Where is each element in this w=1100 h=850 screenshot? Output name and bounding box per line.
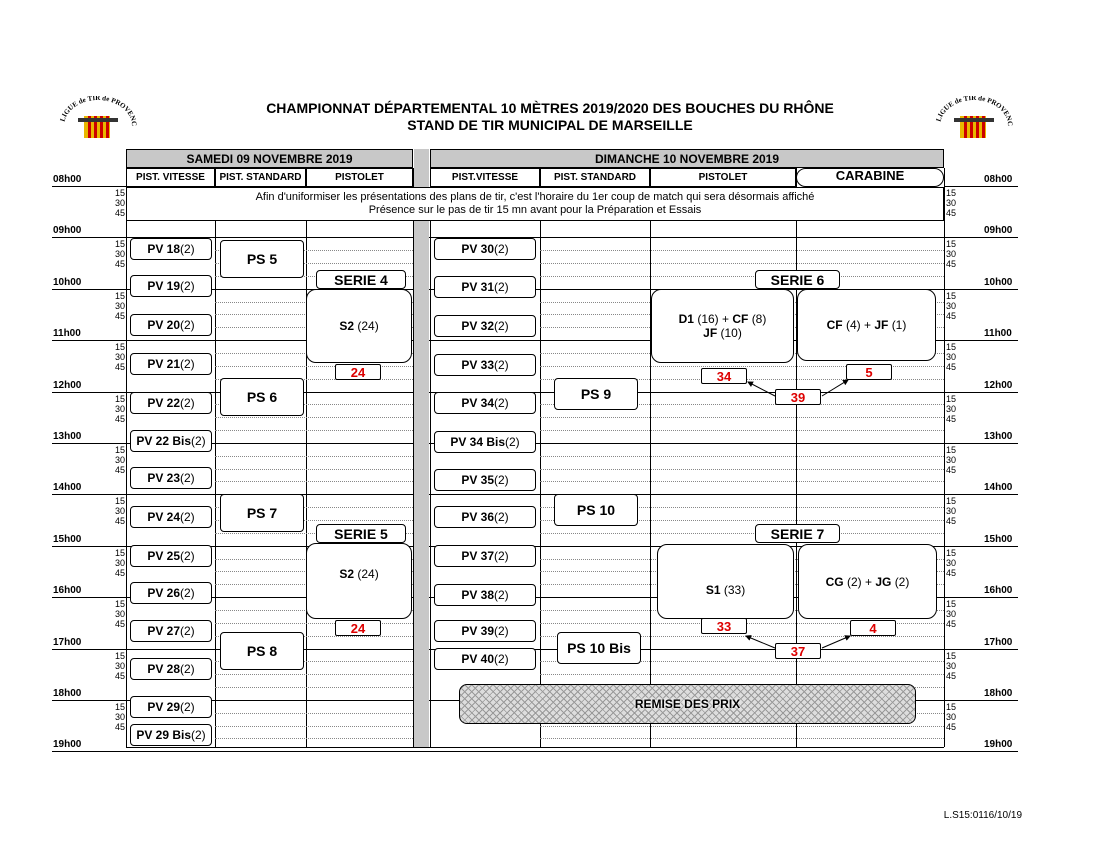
- hour-label-right: 16h00: [984, 585, 1013, 597]
- hour-label-left: 13h00: [53, 431, 82, 442]
- ps-box-sun: PS 10: [554, 494, 638, 526]
- grid-bottom: [126, 747, 944, 748]
- quarter-label-left: 30: [114, 557, 125, 568]
- col-pist-standard-sat: PIST. STANDARD: [215, 168, 306, 187]
- column-line: [306, 168, 307, 747]
- pv-box-sat: PV 26 (2): [130, 582, 212, 604]
- pv-box-sun: PV 40 (2): [434, 648, 536, 670]
- hour-line: [52, 494, 127, 495]
- quarter-line: [540, 533, 944, 534]
- serie6-cf-count: 5: [846, 364, 892, 380]
- serie7-arrows: [740, 624, 860, 654]
- info-note-line1: Afin d'uniformiser les présentations des plans de tir, c'est l'horaire du 1er coup de match qui sera désormais affiché: [255, 191, 815, 203]
- quarter-label-right: 15: [946, 445, 957, 455]
- quarter-label-left: 15: [114, 650, 125, 661]
- quarter-label-right: 15: [946, 290, 957, 301]
- pv-box-sun: PV 34 Bis (2): [434, 431, 536, 453]
- quarter-label-left: 30: [114, 352, 125, 363]
- quarter-label-right: 30: [946, 300, 957, 311]
- hour-label-left: 10h00: [53, 276, 82, 288]
- hour-label-left: 18h00: [53, 688, 82, 699]
- quarter-label-left: 45: [114, 310, 125, 321]
- serie6-label: SERIE 6: [755, 270, 840, 289]
- hour-label-left: 16h00: [53, 585, 82, 597]
- hour-label-right: 10h00: [984, 276, 1013, 288]
- pv-box-sat: PV 22 (2): [130, 392, 212, 414]
- quarter-label-right: 45: [946, 567, 957, 578]
- hour-line: [52, 597, 127, 598]
- ps-box-sun: PS 10 Bis: [557, 632, 641, 664]
- hour-line: [944, 700, 1018, 701]
- hour-line: [52, 751, 127, 752]
- serie6-cf-jf-box: CF (4) + JF (1): [797, 289, 936, 361]
- serie5-count: 24: [335, 620, 381, 636]
- quarter-label-left: 30: [114, 300, 125, 311]
- quarter-label-left: 45: [114, 722, 125, 732]
- quarter-label-right: 30: [946, 660, 957, 671]
- quarter-line: [540, 726, 944, 727]
- quarter-line: [540, 276, 944, 277]
- prize-ceremony-box: REMISE DES PRIX: [459, 684, 916, 724]
- hour-label-left: 15h00: [53, 533, 82, 545]
- hour-line: [944, 546, 1018, 547]
- quarter-label-right: 45: [946, 465, 957, 475]
- hour-label-right: 15h00: [984, 533, 1013, 545]
- hour-label-right: 14h00: [984, 482, 1013, 494]
- pv-box-sat: PV 29 Bis (2): [130, 724, 212, 746]
- quarter-label-right: 45: [946, 208, 957, 218]
- quarter-line: [540, 456, 944, 457]
- quarter-label-left: 15: [114, 342, 125, 353]
- svg-text:LIGUE de TIR de PROVENCE: LIGUE de TIR de PROVENC: [934, 96, 1015, 127]
- quarter-label-right: 30: [946, 352, 957, 363]
- column-line: [944, 168, 945, 747]
- footer-reference: L.S15:0116/10/19: [943, 810, 1022, 821]
- quarter-line: [540, 430, 944, 431]
- quarter-label-left: 45: [114, 516, 125, 527]
- ps-box-sat: PS 8: [220, 632, 304, 670]
- hour-line: [126, 237, 944, 238]
- day2-header: DIMANCHE 10 NOVEMBRE 2019: [430, 149, 944, 168]
- serie7-s1-box: S1 (33): [657, 544, 794, 619]
- hour-line: [944, 751, 1018, 752]
- column-line: [540, 168, 541, 747]
- quarter-label-right: 15: [946, 342, 957, 353]
- serie7-total: 37: [775, 643, 821, 659]
- quarter-label-right: 30: [946, 609, 957, 620]
- serie4-s2-box: S2 (24): [306, 289, 412, 363]
- quarter-label-left: 15: [114, 290, 125, 301]
- hour-label-left: 14h00: [53, 482, 82, 494]
- hour-label-right: 18h00: [984, 688, 1013, 699]
- quarter-label-right: 45: [946, 362, 957, 373]
- hour-label-left: 17h00: [53, 636, 82, 648]
- hour-line: [944, 186, 1018, 187]
- hour-line: [52, 186, 127, 187]
- svg-text:LIGUE de TIR de PROVENCE: LIGUE de TIR de PROVENC: [58, 96, 139, 127]
- pv-box-sun: PV 32 (2): [434, 315, 536, 337]
- quarter-label-left: 15: [114, 445, 125, 455]
- hour-label-left: 08h00: [53, 174, 82, 185]
- hour-label-right: 08h00: [984, 174, 1013, 185]
- serie6-total: 39: [775, 389, 821, 405]
- hour-label-left: 09h00: [53, 225, 82, 237]
- quarter-line: [215, 713, 413, 714]
- pv-box-sun: PV 37 (2): [434, 545, 536, 567]
- quarter-line: [540, 469, 944, 470]
- quarter-label-right: 15: [946, 239, 957, 250]
- quarter-label-left: 30: [114, 712, 125, 722]
- quarter-line: [215, 430, 413, 431]
- quarter-label-left: 45: [114, 670, 125, 681]
- quarter-line: [215, 469, 413, 470]
- quarter-line: [215, 623, 413, 624]
- quarter-line: [540, 417, 944, 418]
- quarter-label-right: 15: [946, 547, 957, 558]
- serie6-arrows: [740, 370, 860, 400]
- quarter-label-left: 30: [114, 506, 125, 517]
- quarter-line: [540, 481, 944, 482]
- hour-label-left: 11h00: [53, 328, 81, 340]
- quarter-label-left: 45: [114, 259, 125, 270]
- col-carabine-sun: CARABINE: [796, 168, 944, 187]
- ps-box-sat: PS 6: [220, 378, 304, 416]
- pv-box-sat: PV 25 (2): [130, 545, 212, 567]
- pv-box-sun: PV 36 (2): [434, 506, 536, 528]
- pv-box-sun: PV 39 (2): [434, 620, 536, 642]
- day1-header: SAMEDI 09 NOVEMBRE 2019: [126, 149, 413, 168]
- quarter-line: [215, 687, 413, 688]
- quarter-label-left: 15: [114, 239, 125, 250]
- hour-label-right: 12h00: [984, 379, 1013, 391]
- hour-label-right: 13h00: [984, 431, 1013, 442]
- quarter-label-left: 45: [114, 413, 125, 424]
- quarter-label-left: 30: [114, 198, 125, 208]
- ps-box-sat: PS 7: [220, 494, 304, 532]
- quarter-label-right: 15: [946, 188, 957, 198]
- hour-label-right: 09h00: [984, 225, 1013, 237]
- hour-label-right: 19h00: [984, 739, 1013, 751]
- quarter-label-right: 45: [946, 259, 957, 270]
- quarter-label-right: 45: [946, 310, 957, 321]
- quarter-label-right: 30: [946, 506, 957, 517]
- quarter-line: [540, 250, 944, 251]
- quarter-label-right: 15: [946, 650, 957, 661]
- quarter-label-left: 45: [114, 465, 125, 475]
- quarter-label-left: 15: [114, 702, 125, 712]
- serie4-label: SERIE 4: [316, 270, 406, 289]
- col-pist-vitesse-sat: PIST. VITESSE: [126, 168, 215, 187]
- hour-line: [944, 494, 1018, 495]
- info-note-line2: Présence sur le pas de tir 15 mn avant pour la Préparation et Essais: [368, 204, 702, 216]
- pv-box-sat: PV 29 (2): [130, 696, 212, 718]
- ps-box-sun: PS 9: [554, 378, 638, 410]
- quarter-label-left: 15: [114, 188, 125, 198]
- column-line: [650, 168, 651, 747]
- pv-box-sun: PV 35 (2): [434, 469, 536, 491]
- pv-box-sat: PV 20 (2): [130, 314, 212, 336]
- serie6-d1-count: 34: [701, 368, 747, 384]
- hour-label-right: 17h00: [984, 636, 1013, 648]
- pv-box-sun: PV 30 (2): [434, 238, 536, 260]
- column-line: [430, 168, 431, 747]
- pv-box-sun: PV 33 (2): [434, 354, 536, 376]
- quarter-label-right: 45: [946, 516, 957, 527]
- hour-label-left: 19h00: [53, 739, 82, 751]
- column-line: [796, 168, 797, 747]
- hour-line: [944, 289, 1018, 290]
- hour-label-right: 11h00: [984, 328, 1012, 340]
- hour-line: [944, 597, 1018, 598]
- quarter-label-right: 30: [946, 403, 957, 414]
- quarter-line: [540, 674, 944, 675]
- hour-line: [944, 392, 1018, 393]
- quarter-label-right: 15: [946, 393, 957, 404]
- serie7-s1-count: 33: [701, 618, 747, 634]
- col-pist-vitesse-sun: PIST.VITESSE: [430, 168, 540, 187]
- quarter-label-right: 45: [946, 722, 957, 732]
- quarter-label-right: 15: [946, 599, 957, 610]
- league-logo-left: [56, 96, 140, 142]
- quarter-label-left: 45: [114, 362, 125, 373]
- quarter-line: [540, 263, 944, 264]
- pv-box-sat: PV 24 (2): [130, 506, 212, 528]
- page-title: CHAMPIONNAT DÉPARTEMENTAL 10 MÈTRES 2019/2020 DES BOUCHES DU RHÔNE: [266, 100, 834, 116]
- column-line: [126, 168, 127, 747]
- quarter-label-right: 30: [946, 198, 957, 208]
- quarter-line: [215, 726, 413, 727]
- hour-line: [944, 340, 1018, 341]
- pv-box-sun: PV 34 (2): [434, 392, 536, 414]
- pv-box-sun: PV 31 (2): [434, 276, 536, 298]
- hour-line: [944, 649, 1018, 650]
- quarter-label-left: 30: [114, 609, 125, 620]
- quarter-label-right: 30: [946, 455, 957, 465]
- quarter-label-right: 30: [946, 557, 957, 568]
- quarter-label-left: 15: [114, 496, 125, 507]
- pv-box-sat: PV 27 (2): [130, 620, 212, 642]
- quarter-label-left: 45: [114, 208, 125, 218]
- serie7-cg-jg-box: CG (2) + JG (2): [798, 544, 937, 619]
- serie7-label: SERIE 7: [755, 524, 840, 543]
- quarter-label-left: 30: [114, 455, 125, 465]
- quarter-label-right: 45: [946, 413, 957, 424]
- quarter-label-right: 45: [946, 670, 957, 681]
- pv-box-sat: PV 19 (2): [130, 275, 212, 297]
- info-note: [126, 187, 944, 221]
- quarter-label-right: 30: [946, 249, 957, 260]
- league-logo-right: [932, 96, 1016, 142]
- serie5-s2-box: S2 (24): [306, 543, 412, 619]
- pv-box-sat: PV 22 Bis (2): [130, 430, 212, 452]
- serie4-count: 24: [335, 364, 381, 380]
- quarter-label-right: 15: [946, 496, 957, 507]
- col-pistolet-sat: PISTOLET: [306, 168, 413, 187]
- quarter-label-left: 30: [114, 660, 125, 671]
- quarter-label-left: 30: [114, 403, 125, 414]
- pv-box-sat: PV 28 (2): [130, 658, 212, 680]
- hour-line: [944, 237, 1018, 238]
- hour-line: [126, 751, 944, 752]
- quarter-label-right: 45: [946, 619, 957, 630]
- quarter-label-left: 45: [114, 619, 125, 630]
- pv-box-sun: PV 38 (2): [434, 584, 536, 606]
- hour-line: [944, 443, 1018, 444]
- hour-line: [52, 237, 127, 238]
- hour-line: [52, 700, 127, 701]
- col-pist-standard-sun: PIST. STANDARD: [540, 168, 650, 187]
- serie7-cg-count: 4: [850, 620, 896, 636]
- quarter-label-left: 45: [114, 567, 125, 578]
- quarter-line: [215, 674, 413, 675]
- pv-box-sat: PV 21 (2): [130, 353, 212, 375]
- quarter-line: [215, 738, 413, 739]
- hour-line: [52, 340, 127, 341]
- hour-line: [52, 649, 127, 650]
- quarter-line: [215, 417, 413, 418]
- quarter-line: [540, 738, 944, 739]
- quarter-label-right: 15: [946, 702, 957, 712]
- hour-line: [52, 392, 127, 393]
- quarter-line: [215, 366, 413, 367]
- ps-box-sat: PS 5: [220, 240, 304, 278]
- quarter-label-left: 15: [114, 547, 125, 558]
- pv-box-sat: PV 18 (2): [130, 238, 212, 260]
- hour-line: [52, 443, 127, 444]
- hour-label-left: 12h00: [53, 379, 82, 391]
- quarter-label-left: 30: [114, 249, 125, 260]
- day-separator: [414, 149, 429, 747]
- page-subtitle: STAND DE TIR MUNICIPAL DE MARSEILLE: [407, 117, 693, 133]
- quarter-label-left: 15: [114, 393, 125, 404]
- quarter-line: [215, 456, 413, 457]
- quarter-label-left: 15: [114, 599, 125, 610]
- quarter-line: [215, 481, 413, 482]
- hour-line: [52, 546, 127, 547]
- column-line: [215, 168, 216, 747]
- quarter-label-right: 30: [946, 712, 957, 722]
- serie6-d1-box: D1 (16) + CF (8) JF (10): [651, 289, 794, 363]
- pv-box-sat: PV 23 (2): [130, 467, 212, 489]
- hour-line: [52, 289, 127, 290]
- serie5-label: SERIE 5: [316, 524, 406, 543]
- col-pistolet-sun: PISTOLET: [650, 168, 796, 187]
